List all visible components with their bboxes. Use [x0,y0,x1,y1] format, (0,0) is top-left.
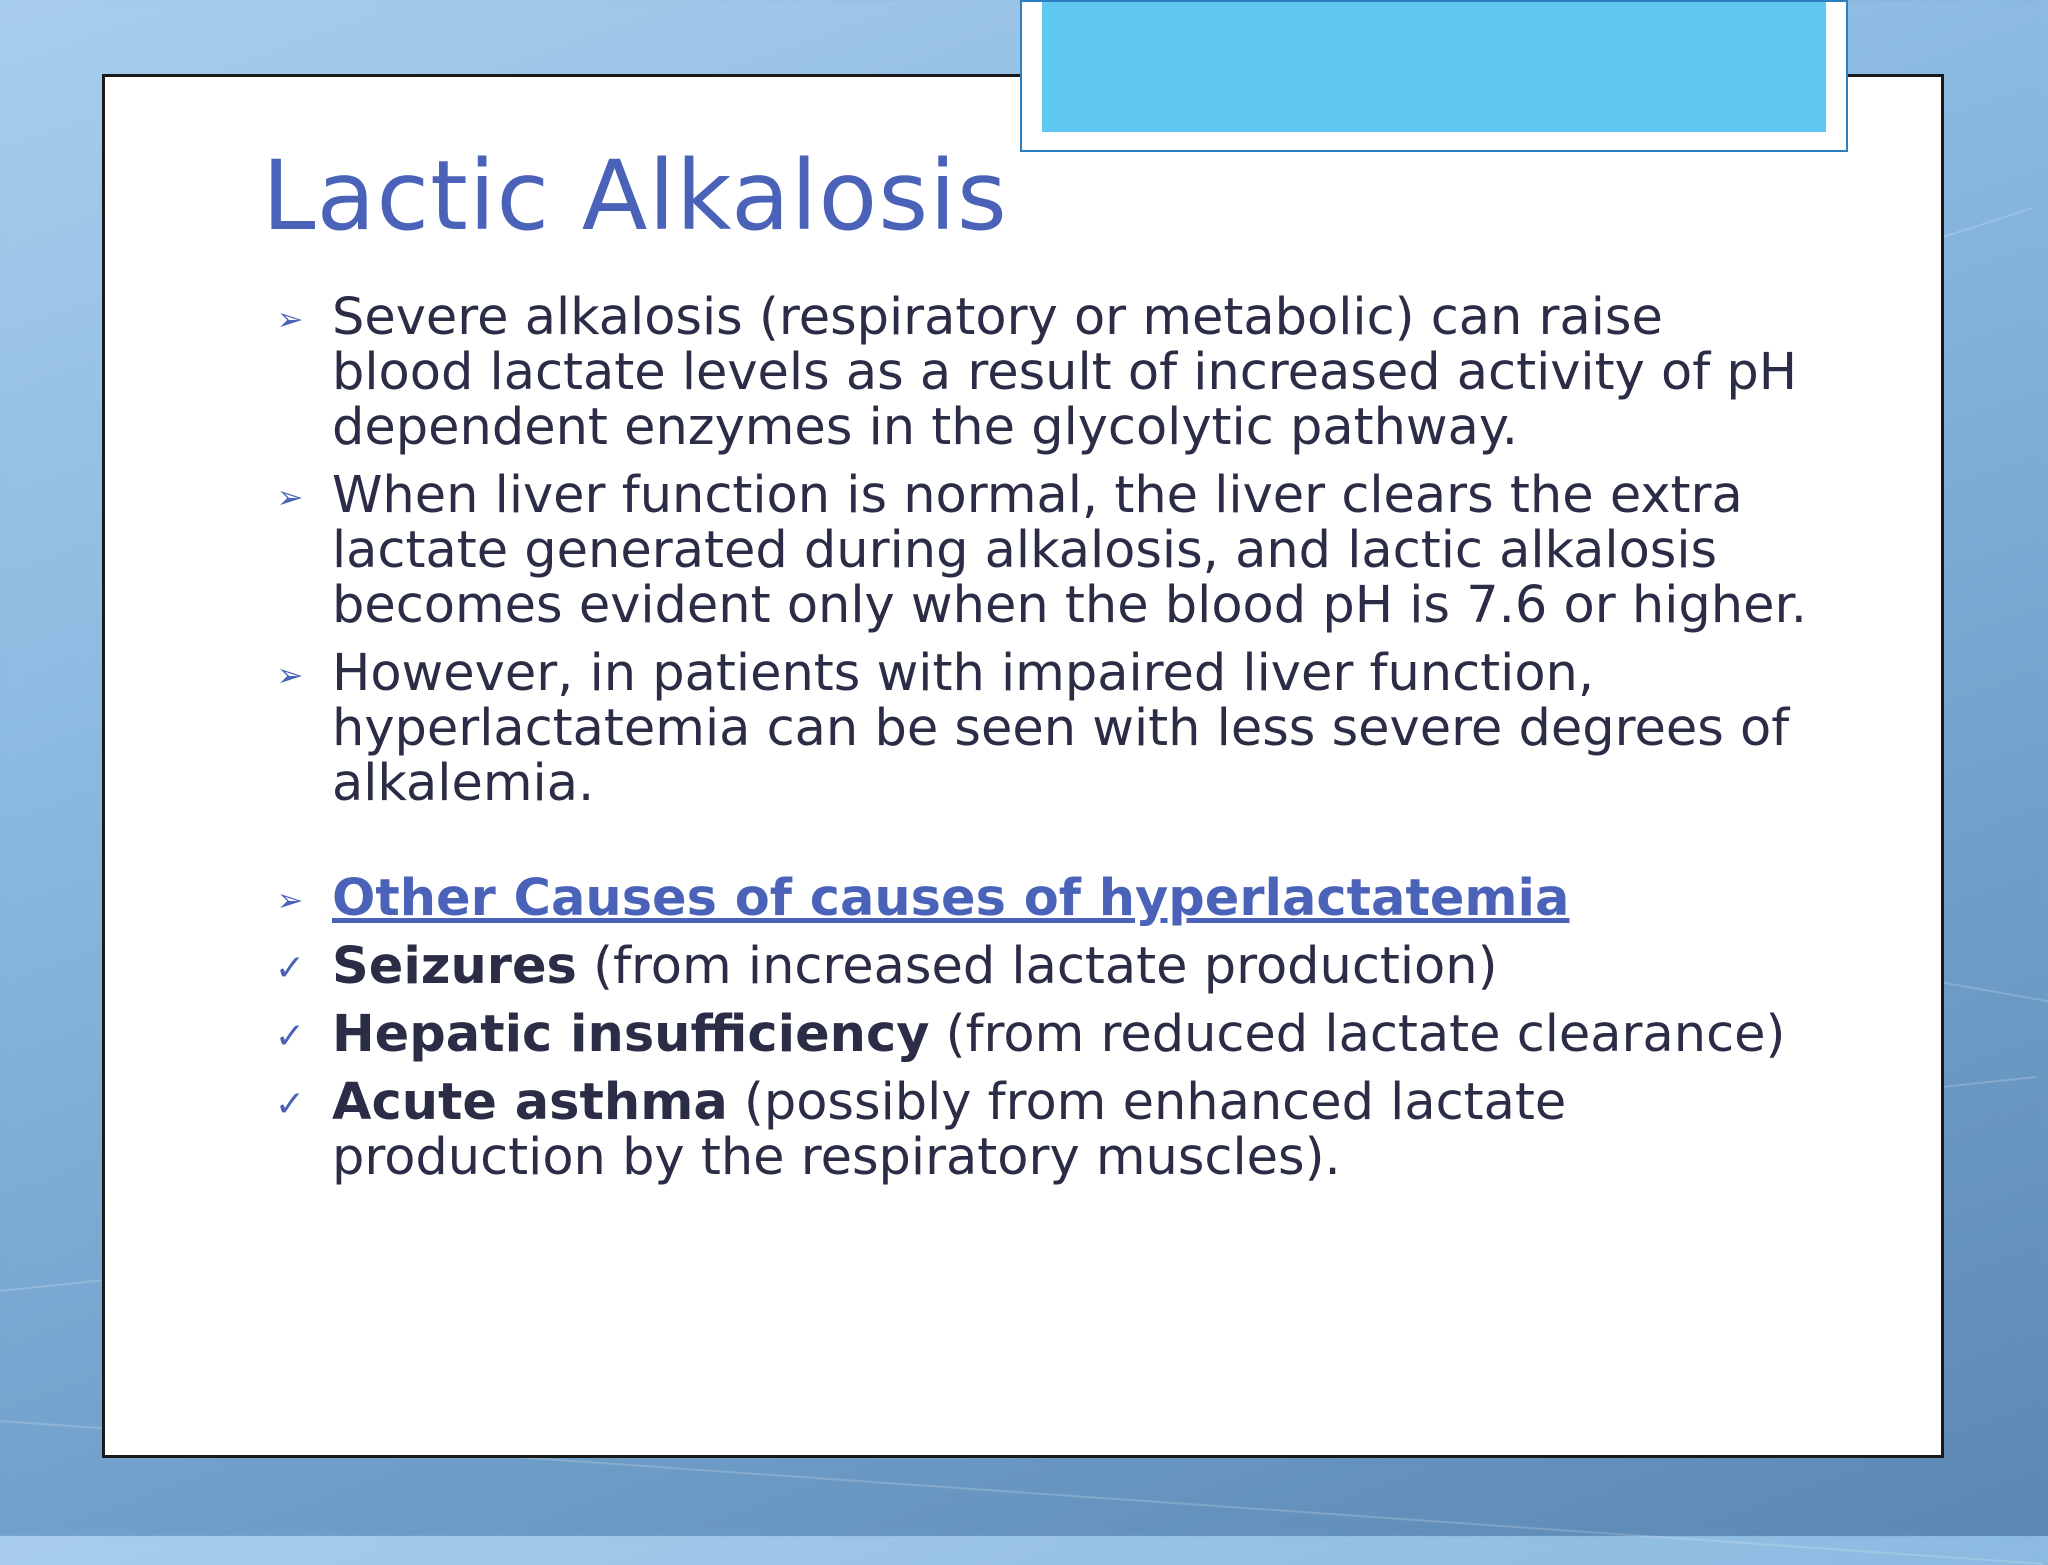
cause-detail: (possibly from enhanced lactate production by the respiratory muscles). [332,1073,1567,1187]
other-causes-heading-item [270,871,1820,926]
cause-detail: (from increased lactate production) [576,937,1498,996]
cause-term: Hepatic insufficiency [332,1005,930,1064]
checkmark-bullet-icon: ✓ [274,948,306,989]
cause-term: Seizures [332,937,577,996]
checkmark-bullet-icon: ✓ [274,1016,306,1057]
bullet-text: Severe alkalosis (respiratory or metabolic) can raise blood lactate levels as a result of increased activity of pH dependent enzymes in the glycolytic pathway. [332,288,1798,457]
cause-item [270,1007,1820,1062]
bullet-item [270,646,1820,811]
arrow-bullet-icon: ➢ [276,300,304,338]
arrow-bullet-icon: ➢ [276,656,304,694]
bullet-item [270,290,1820,455]
accent-block [1020,0,1848,152]
accent-block-fill [1042,2,1826,132]
bullet-item [270,468,1820,633]
bullet-text: However, in patients with impaired liver function, hyperlactatemia can be seen with less severe degrees of alkalemia. [332,644,1790,813]
cause-detail: (from reduced lactate clearance) [929,1005,1786,1064]
slide-content [270,290,1820,1185]
checkmark-bullet-icon: ✓ [274,1084,306,1125]
bullet-text: When liver function is normal, the liver clears the extra lactate generated during alkalosis, and lactic alkalosis becomes evident only when the blood pH is 7.6 or higher. [332,466,1807,635]
arrow-bullet-icon: ➢ [276,478,304,516]
cause-item [270,1075,1820,1185]
cause-term: Acute asthma [332,1073,728,1132]
other-causes-link[interactable]: Other Causes of causes of hyperlactatemia [332,869,1570,928]
cause-item [270,939,1820,994]
slide-title: Lactic Alkalosis [262,140,1008,252]
arrow-bullet-icon: ➢ [276,881,304,919]
